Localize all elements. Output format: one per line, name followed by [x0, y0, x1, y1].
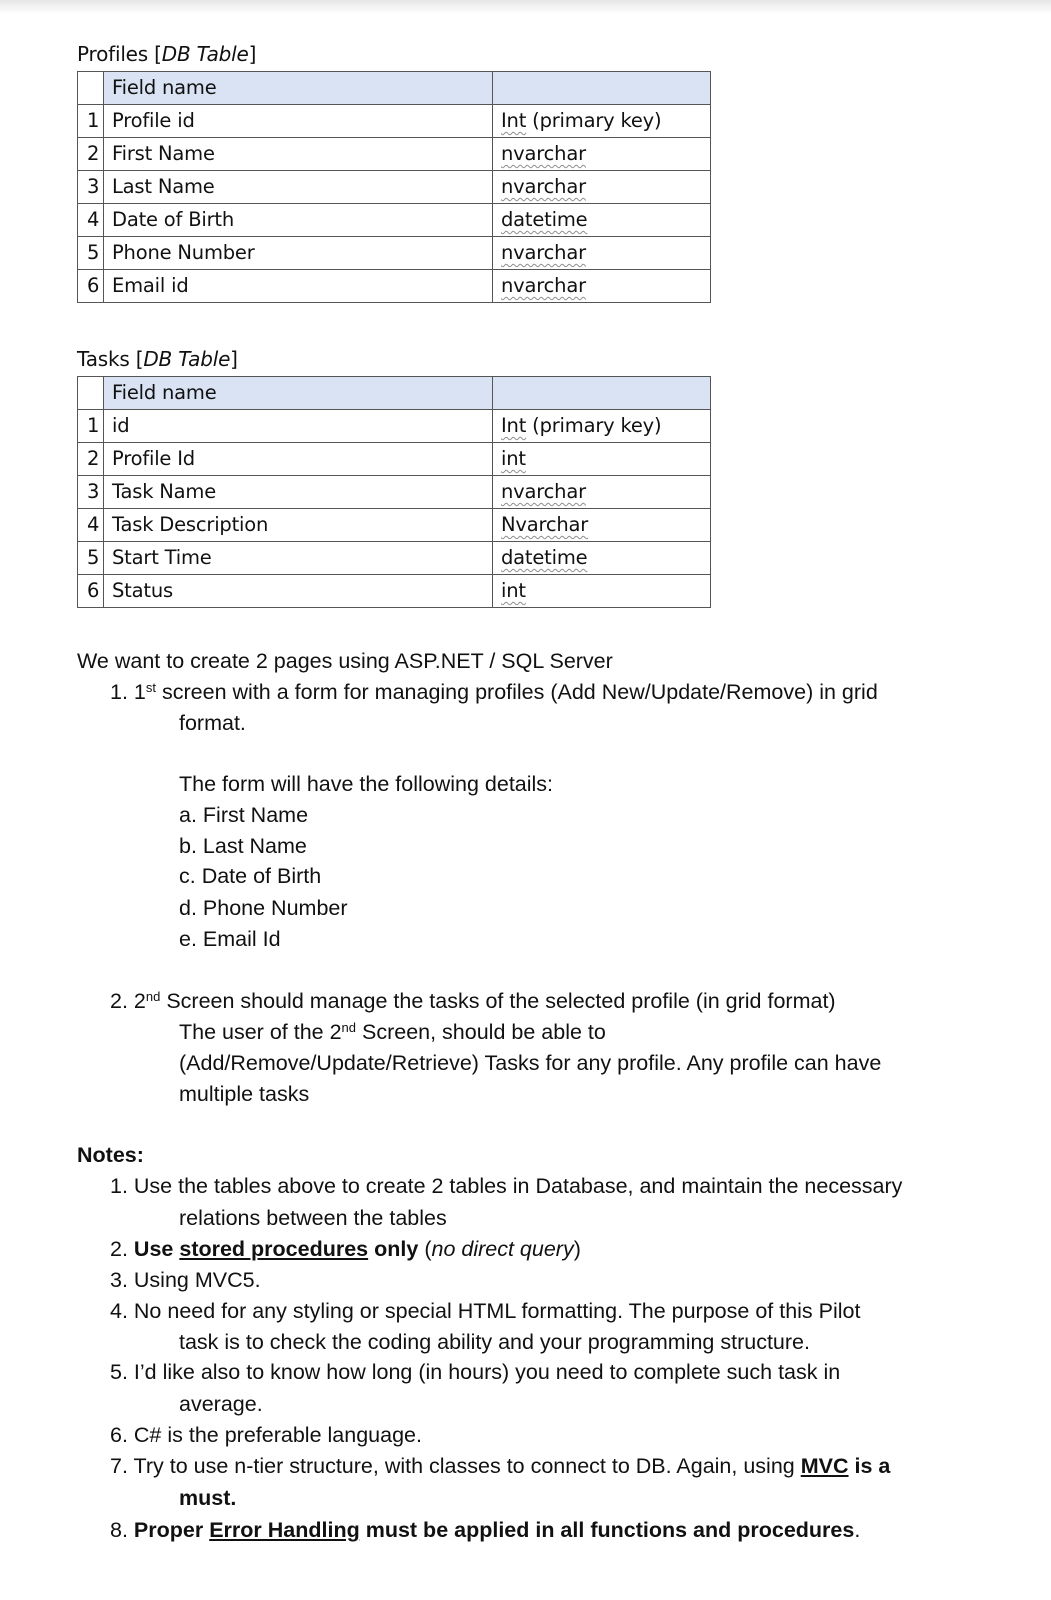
field-type [493, 575, 711, 608]
page-top-edge [0, 0, 1051, 14]
table-row [78, 171, 711, 204]
table-header-row [78, 72, 711, 105]
row-number: 1 [78, 410, 104, 443]
paren-close: ) [573, 1237, 581, 1261]
requirement-2-line3: (Add/Remove/Update/Retrieve) Tasks for any profile. Any profile can have [179, 1051, 882, 1075]
table-row [78, 542, 711, 575]
field-type [493, 443, 711, 476]
field-name: Start Time [104, 542, 493, 575]
table-row [78, 138, 711, 171]
tasks-table-caption: Tasks [DB Table] [77, 347, 238, 371]
profiles-table [77, 71, 711, 303]
list-number: 1. [110, 680, 128, 704]
type-main: datetime [501, 546, 588, 569]
row-number: 3 [78, 476, 104, 509]
line2-pre: The user of the 2 [179, 1020, 342, 1044]
row-number: 2 [78, 443, 104, 476]
ordinal-suffix: st [145, 680, 157, 695]
header-num-cell [78, 72, 104, 105]
header-num-cell [78, 377, 104, 410]
note-4-cont: task is to check the coding ability and your programming structure. [179, 1330, 810, 1354]
profiles-caption-type: DB Table [161, 42, 249, 66]
list-number: 2. [110, 989, 128, 1013]
requirement-2-text: Screen should manage the tasks of the selected profile (in grid format) [160, 989, 836, 1013]
type-main: datetime [501, 208, 588, 231]
note-2-italic: no direct query [431, 1237, 574, 1261]
header-field-cell: Field name [104, 377, 493, 410]
note-7-mvc: MVC [800, 1454, 849, 1478]
ordinal-suffix: nd [341, 1020, 357, 1035]
note-8-text: must be applied in all functions and procedures [365, 1518, 855, 1542]
field-type [493, 410, 711, 443]
type-main: nvarchar [501, 142, 586, 165]
type-main: nvarchar [501, 241, 586, 264]
form-heading: The form will have the following details: [179, 772, 554, 796]
note-2 [110, 1237, 581, 1262]
row-number: 4 [78, 509, 104, 542]
table-row [78, 270, 711, 303]
row-number: 5 [78, 542, 104, 575]
requirement-1-cont: format. [179, 711, 246, 735]
requirement-1-text: screen with a form for managing profiles (Add New/Update/Remove) in grid [156, 680, 878, 704]
requirement-1 [110, 680, 878, 705]
table-header-row [78, 377, 711, 410]
field-name: Profile Id [104, 443, 493, 476]
type-main: int [501, 447, 526, 470]
form-item: e. Email Id [179, 927, 281, 951]
row-number: 6 [78, 575, 104, 608]
requirement-2 [110, 989, 836, 1014]
field-name: Profile id [104, 105, 493, 138]
header-type-cell [493, 72, 711, 105]
type-main: Nvarchar [501, 513, 589, 536]
note-2-use: Use [133, 1237, 174, 1261]
note-1-cont: relations between the tables [179, 1206, 447, 1230]
table-row [78, 204, 711, 237]
note-3: 3. Using MVC5. [110, 1268, 261, 1292]
ordinal-number: 2 [133, 989, 146, 1013]
note-2-only: only [374, 1237, 419, 1261]
table-row [78, 410, 711, 443]
note-8-period: . [854, 1518, 861, 1542]
note-8-error-handling: Error Handling [209, 1518, 360, 1542]
line2-post: Screen, should be able to [356, 1020, 606, 1044]
type-main: Int [501, 414, 527, 437]
field-name: Task Name [104, 476, 493, 509]
field-name: Status [104, 575, 493, 608]
notes-title: Notes: [77, 1143, 144, 1167]
row-number: 1 [78, 105, 104, 138]
list-number: 8. [110, 1518, 128, 1542]
field-name: Date of Birth [104, 204, 493, 237]
type-main: int [501, 579, 526, 602]
row-number: 3 [78, 171, 104, 204]
field-name: Phone Number [104, 237, 493, 270]
field-type [493, 237, 711, 270]
table-row [78, 105, 711, 138]
field-type [493, 204, 711, 237]
table-row [78, 575, 711, 608]
list-number: 2. [110, 1237, 128, 1261]
note-6: 6. C# is the preferable language. [110, 1423, 422, 1447]
form-item: d. Phone Number [179, 896, 348, 920]
note-5: 5. I’d like also to know how long (in hours) you need to complete such task in [110, 1360, 841, 1384]
tasks-caption-name: Tasks [77, 347, 130, 371]
header-type-cell [493, 377, 711, 410]
form-item: a. First Name [179, 803, 309, 827]
note-5-cont: average. [179, 1392, 263, 1416]
field-name: Last Name [104, 171, 493, 204]
form-item: b. Last Name [179, 834, 307, 858]
row-number: 6 [78, 270, 104, 303]
requirement-2-line2 [179, 1020, 606, 1045]
ordinal-suffix: nd [145, 989, 161, 1004]
type-main: nvarchar [501, 480, 586, 503]
profiles-caption-name: Profiles [77, 42, 149, 66]
note-7 [110, 1454, 890, 1479]
field-type [493, 542, 711, 575]
form-item: c. Date of Birth [179, 864, 322, 888]
row-number: 5 [78, 237, 104, 270]
type-main: nvarchar [501, 274, 586, 297]
note-8 [110, 1518, 860, 1543]
table-row [78, 443, 711, 476]
table-row [78, 476, 711, 509]
field-type [493, 171, 711, 204]
field-name: Email id [104, 270, 493, 303]
note-8-proper: Proper [133, 1518, 204, 1542]
field-type [493, 476, 711, 509]
field-type [493, 105, 711, 138]
row-number: 2 [78, 138, 104, 171]
field-type [493, 138, 711, 171]
note-2-stored-procedures: stored procedures [179, 1237, 369, 1261]
paren-open: ( [424, 1237, 432, 1261]
field-name: Task Description [104, 509, 493, 542]
note-7-cont: must. [179, 1486, 237, 1510]
note-1: 1. Use the tables above to create 2 tables in Database, and maintain the necessary [110, 1174, 903, 1198]
field-type [493, 270, 711, 303]
type-main: nvarchar [501, 175, 586, 198]
row-number: 4 [78, 204, 104, 237]
field-name: First Name [104, 138, 493, 171]
table-row [78, 509, 711, 542]
ordinal-number: 1 [133, 680, 146, 704]
tasks-caption-type: DB Table [143, 347, 231, 371]
tasks-table [77, 376, 711, 608]
note-4: 4. No need for any styling or special HTML formatting. The purpose of this Pilot [110, 1299, 861, 1323]
field-name: id [104, 410, 493, 443]
type-rest: (primary key) [532, 414, 662, 437]
intro-text: We want to create 2 pages using ASP.NET / SQL Server [77, 649, 613, 673]
requirement-2-line4: multiple tasks [179, 1082, 310, 1106]
table-row [78, 237, 711, 270]
header-field-cell: Field name [104, 72, 493, 105]
profiles-table-caption: Profiles [DB Table] [77, 42, 257, 66]
field-type [493, 509, 711, 542]
note-7-is-a: is a [854, 1454, 891, 1478]
note-7-text: 7. Try to use n-tier structure, with classes to connect to DB. Again, using [110, 1454, 795, 1478]
type-rest: (primary key) [532, 109, 662, 132]
type-main: Int [501, 109, 527, 132]
